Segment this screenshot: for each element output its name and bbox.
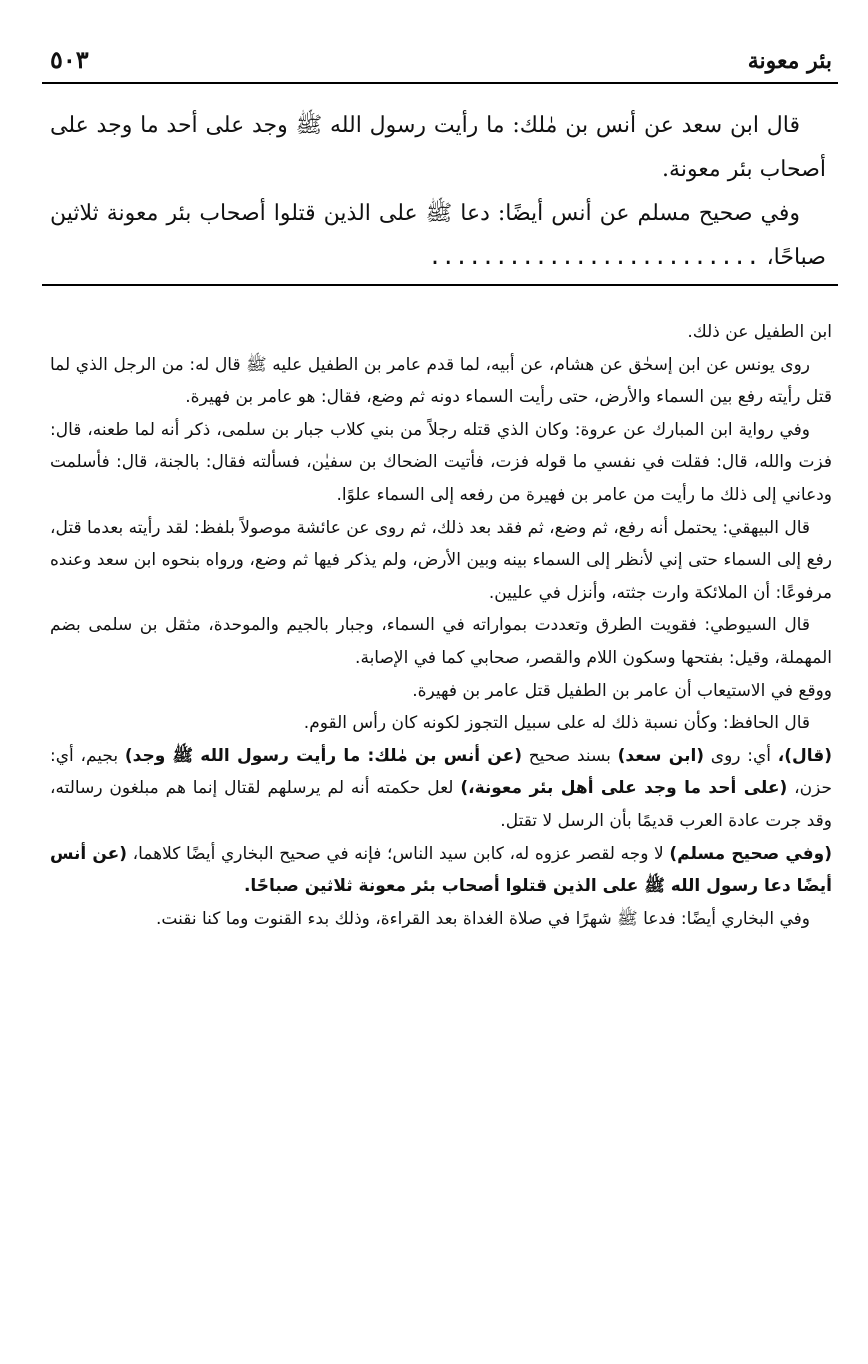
sharh-paragraph-8: [50, 740, 832, 838]
commentary-span: بسند صحيح: [521, 745, 618, 766]
sharh-paragraph-2: روى يونس عن ابن إسحٰق عن هشام، عن أبيه، لما قدم عامر بن الطفيل عليه ﷺ قال له: من الرجل الذي لما قتل رأيته رفع بين السماء والأرض، حتى رأيت السماء دونه ثم وضع، فقال: هو عامر بن فهيرة.: [50, 354, 832, 408]
main-text: [42, 84, 838, 280]
commentary-span: أي: روى: [704, 745, 778, 766]
sharh-paragraph-1: ابن الطفيل عن ذلك.: [687, 322, 832, 342]
matn-paragraph-2-text: وفي صحيح مسلم عن أنس أيضًا: دعا ﷺ على الذين قتلوا أصحاب بئر معونة ثلاثين صباحًا،: [50, 201, 826, 270]
sharh-paragraph-5: قال السيوطي: فقويت الطرق وتعددت بمواراته في السماء، وجبار بالجيم والموحدة، مثقل بن سلمى بضم المهملة، وقيل: بفتحها وسكون اللام والقصر، صحابي كما في الإصابة.: [50, 615, 832, 668]
commentary-span: لعل حكمته أنه لم يرسلهم لقتال إنما هم مبلغون رسالته، وقد جرت عادة العرب قديمًا بأن الرسل لا تقتل.: [50, 778, 832, 831]
page-header: [42, 45, 838, 84]
sharh-paragraph-3: وفي رواية ابن المبارك عن عروة: وكان الذي قتله رجلاً من بني كلاب جبار بن سلمى، ذكر أنه لما طعنه، قال: فزت والله، قال: فقلت في نفسي ما قوله فزت، فأتيت الضحاك بن سفيٰن، فسألته فقال: بالجنة، قال: فأسلمت ودعاني إلى ذلك ما رأيت من عامر بن فهيرة من رفعه إلى السماء علوًا.: [50, 419, 832, 505]
quoted-text: (عن أنس بن مٰلك: ما رأيت رسول الله ﷺ وجد): [124, 745, 522, 766]
matn-paragraph-1: قال ابن سعد عن أنس بن مٰلك: ما رأيت رسول الله ﷺ وجد على أحد ما وجد على أصحاب بئر معونة.: [50, 113, 826, 182]
sharh-paragraph-9: [50, 838, 832, 903]
page-number: ٥٠٣: [50, 45, 89, 74]
sharh-paragraph-6: ووقع في الاستيعاب أن عامر بن الطفيل قتل عامر بن فهيرة.: [412, 680, 832, 701]
commentary-text: [42, 286, 838, 935]
quoted-text: (قال)،: [777, 745, 832, 766]
commentary-span: لا وجه لقصر عزوه له، كابن سيد الناس؛ فإنه في صحيح البخاري أيضًا كلاهما،: [127, 843, 670, 864]
sharh-paragraph-7: قال الحافظ: وكأن نسبة ذلك له على سبيل التجوز لكونه كان رأس القوم.: [303, 713, 810, 734]
commentary-span: بجيم، أي: حزن،: [50, 745, 832, 799]
chapter-title: بئر معونة: [747, 48, 832, 74]
quoted-text: (عن أنس أيضًا دعا رسول الله ﷺ على الذين قتلوا أصحاب بئر معونة ثلاثين صباحًا.: [50, 843, 832, 897]
quoted-text: (وفي صحيح مسلم): [669, 843, 832, 864]
matn-paragraph-2: [50, 192, 826, 280]
matn-dots: .........................: [428, 245, 760, 270]
sharh-paragraph-10: وفي البخاري أيضًا: فدعا ﷺ شهرًا في صلاة الغداة بعد القراءة، وذلك بدء القنوت وما كنا نقنت.: [156, 908, 810, 929]
sharh-paragraph-4: قال البيهقي: يحتمل أنه رفع، ثم وضع، ثم فقد بعد ذلك، ثم روى عن عائشة موصولاً بلفظ: لقد رأيته بعدما قتل، رفع إلى السماء حتى إني لأنظر إلى السماء بينه وبين الأرض، ولم يذكر فيها ثم وضع، ورواه بنحوه ابن سعد وعنده مرفوعًا: أن الملائكة وارت جثته، وأنزل في عليين.: [50, 517, 832, 603]
quoted-text: (ابن سعد): [617, 745, 705, 766]
quoted-text: (على أحد ما وجد على أهل بئر معونة،): [460, 778, 788, 799]
